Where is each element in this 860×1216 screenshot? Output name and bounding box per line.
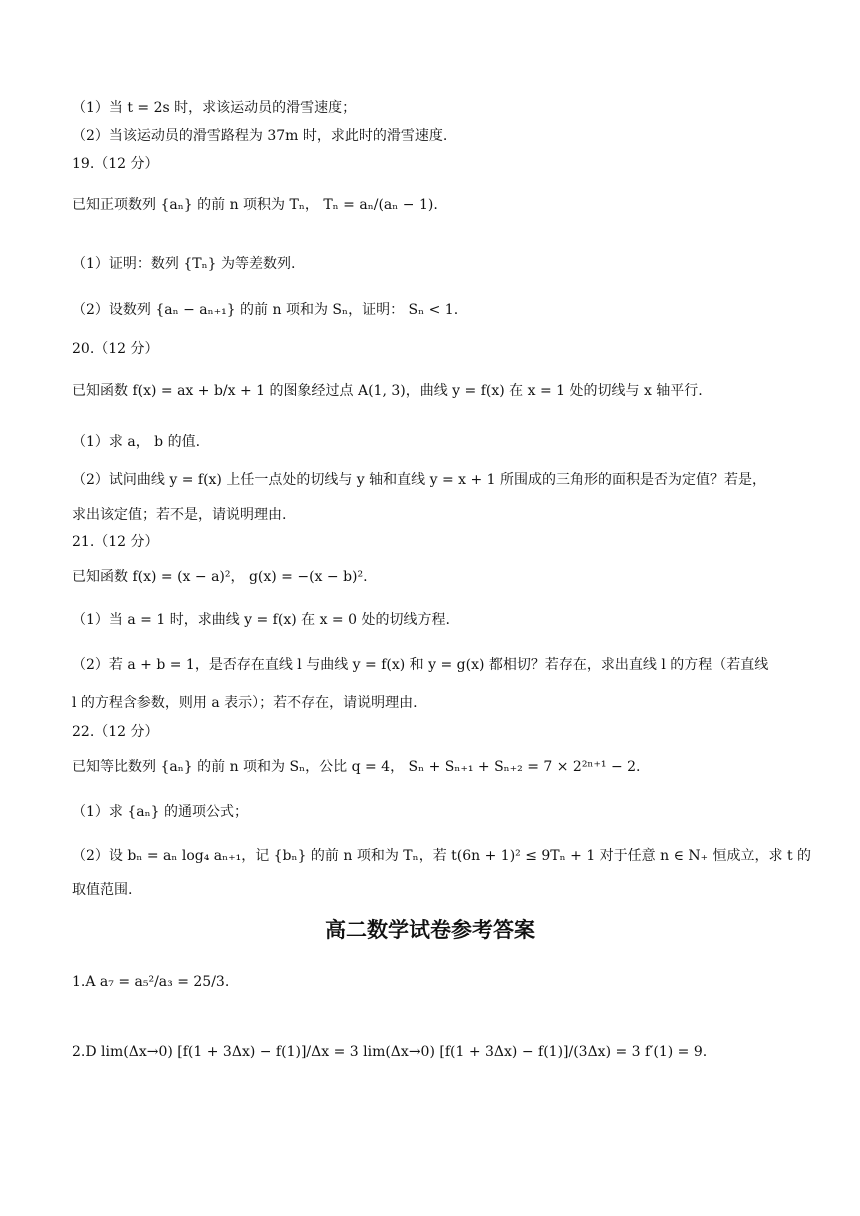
problem-number: 22.（12 分） xyxy=(72,724,159,740)
problem-number: 19.（12 分） xyxy=(72,156,159,172)
answer-line: 1.A a₇ = a₅²/a₃ = 25/3. xyxy=(72,974,230,990)
problem-line: 已知正项数列 {aₙ} 的前 n 项积为 Tₙ， Tₙ = aₙ/(aₙ − 1). xyxy=(72,197,438,213)
problem-line: （1）证明：数列 {Tₙ} 为等差数列. xyxy=(72,256,296,272)
problem-line: （1）当 t = 2s 时，求该运动员的滑雪速度； xyxy=(72,100,357,116)
problem-line: 已知等比数列 {aₙ} 的前 n 项和为 Sₙ，公比 q = 4， Sₙ + Sₙ₊₁ + Sₙ₊₂ = 7 × 2²ⁿ⁺¹ − 2. xyxy=(72,759,641,775)
problem-number: 20.（12 分） xyxy=(72,341,159,357)
problem-line: （1）当 a = 1 时，求曲线 y = f(x) 在 x = 0 处的切线方程. xyxy=(72,612,450,628)
problem-line: （2）试问曲线 y = f(x) 上任一点处的切线与 y 轴和直线 y = x + 1 所围成的三角形的面积是否为定值？若是， xyxy=(72,472,767,488)
problem-line: 取值范围. xyxy=(72,882,133,898)
problem-line: （2）设数列 {aₙ − aₙ₊₁} 的前 n 项和为 Sₙ，证明： Sₙ < 1. xyxy=(72,302,459,318)
problem-number: 21.（12 分） xyxy=(72,534,159,550)
problem-line: （2）设 bₙ = aₙ log₄ aₙ₊₁，记 {bₙ} 的前 n 项和为 Tₙ，若 t(6n + 1)² ≤ 9Tₙ + 1 对于任意 n ∈ N₊ 恒成立，求 t 的 xyxy=(72,848,812,864)
answer-title: 高二数学试卷参考答案 xyxy=(325,918,535,942)
problem-line: （2）当该运动员的滑雪路程为 37m 时，求此时的滑雪速度. xyxy=(72,128,448,144)
problem-line: 求出该定值；若不是，请说明理由. xyxy=(72,507,287,523)
problem-line: l 的方程含参数，则用 a 表示）；若不存在，请说明理由. xyxy=(72,695,418,711)
answer-line: 2.D lim(Δx→0) [f(1 + 3Δx) − f(1)]/Δx = 3 lim(Δx→0) [f(1 + 3Δx) − f(1)]/(3Δx) = 3 f′(1) = 9. xyxy=(72,1044,708,1060)
problem-line: （2）若 a + b = 1，是否存在直线 l 与曲线 y = f(x) 和 y = g(x) 都相切？若存在，求出直线 l 的方程（若直线 xyxy=(72,657,769,673)
problem-line: （1）求 a， b 的值. xyxy=(72,434,201,450)
problem-line: 已知函数 f(x) = (x − a)²， g(x) = −(x − b)². xyxy=(72,569,368,585)
problem-line: （1）求 {aₙ} 的通项公式； xyxy=(72,804,249,820)
problem-line: 已知函数 f(x) = ax + b/x + 1 的图象经过点 A(1, 3)，曲线 y = f(x) 在 x = 1 处的切线与 x 轴平行. xyxy=(72,383,703,399)
